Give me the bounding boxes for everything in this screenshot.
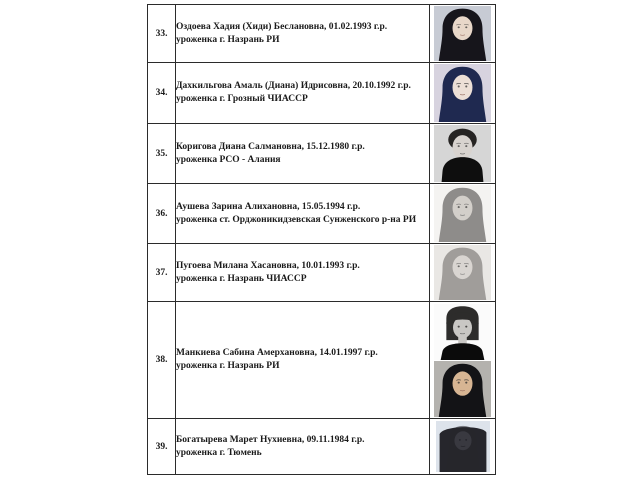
portrait-photo (434, 6, 491, 61)
person-info (176, 184, 430, 244)
person-info (176, 302, 430, 419)
photo-cell (430, 302, 496, 419)
person-origin-line: уроженка г. Назрань РИ (176, 361, 280, 371)
person-info (176, 5, 430, 63)
table-row (148, 419, 496, 475)
table-row (148, 63, 496, 124)
table-row (148, 302, 496, 419)
portrait-photo (434, 185, 491, 242)
photo-cell (430, 419, 496, 475)
person-info (176, 244, 430, 302)
person-origin-line: уроженка г. Назрань ЧИАССР (176, 273, 307, 284)
table-row (148, 124, 496, 184)
portrait-photo (434, 125, 491, 182)
table-row (148, 244, 496, 302)
portrait-photo (434, 304, 491, 360)
row-number: 34. (148, 63, 176, 124)
person-info (176, 124, 430, 184)
person-origin-line: уроженка г. Тюмень (176, 447, 262, 458)
photo-cell (430, 184, 496, 244)
photo-cell (430, 124, 496, 184)
person-name-line: Аушева Зарина Алихановна, 15.05.1994 г.р. (176, 201, 361, 212)
person-name-line: Коригова Диана Салмановна, 15.12.1980 г.р. (176, 141, 365, 152)
row-number: 39. (148, 419, 176, 475)
person-name-line: Пугоева Милана Хасановна, 10.01.1993 г.р. (176, 260, 360, 271)
row-number: 35. (148, 124, 176, 184)
photo-cell (430, 244, 496, 302)
person-name-line: Оздоева Хадия (Хиди) Беслановна, 01.02.1993 г.р. (176, 21, 388, 32)
portrait-photo (434, 361, 491, 417)
row-number: 33. (148, 5, 176, 63)
person-name-line: Богатырева Марет Нухиевна, 09.11.1984 г.р. (176, 434, 365, 445)
person-info (176, 63, 430, 124)
portrait-photo (434, 245, 491, 300)
person-name-line: Манкиева Сабина Амерхановна, 14.01.1997 г.р. (176, 348, 378, 358)
person-origin-line: уроженка РСО - Алания (176, 154, 281, 165)
table-row (148, 184, 496, 244)
portrait-photo (434, 64, 491, 122)
photo-cell (430, 5, 496, 63)
row-number: 36. (148, 184, 176, 244)
row-number: 37. (148, 244, 176, 302)
row-number: 38. (148, 302, 176, 419)
photo-cell (430, 63, 496, 124)
persons-table (147, 4, 496, 475)
person-origin-line: уроженка ст. Орджоникидзевская Сунженского р-на РИ (176, 214, 417, 225)
person-name-line: Дахкильгова Амаль (Диана) Идрисовна, 20.10.1992 г.р. (176, 81, 411, 91)
portrait-photo (436, 421, 490, 472)
table-row (148, 5, 496, 63)
person-origin-line: уроженка г. Грозный ЧИАССР (176, 94, 308, 104)
person-info (176, 419, 430, 475)
person-origin-line: уроженка г. Назрань РИ (176, 34, 280, 45)
